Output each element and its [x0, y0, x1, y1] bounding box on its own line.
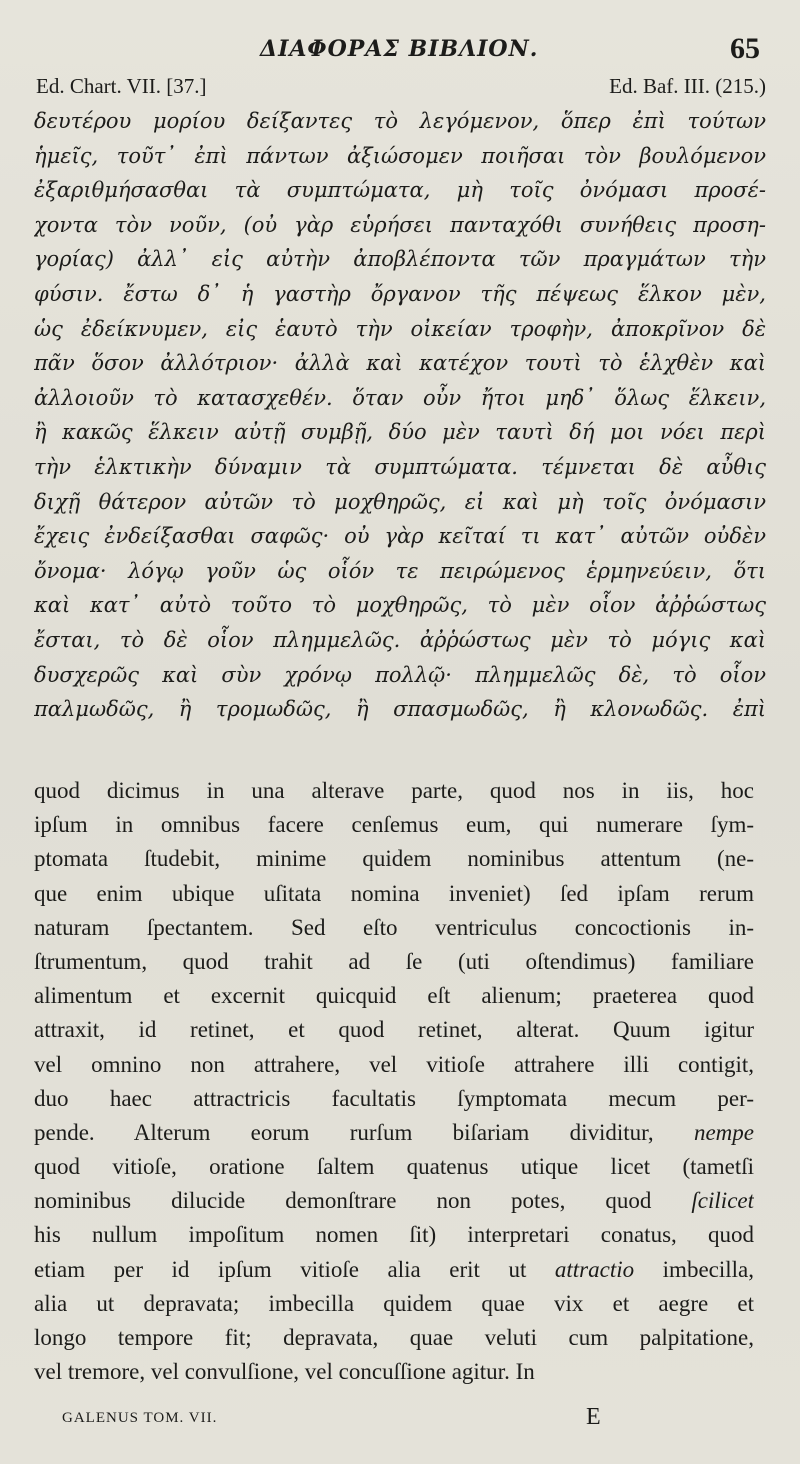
- latin-italic-segment: nempe: [693, 1119, 754, 1145]
- latin-text-segment: ſtrumentum, quod trahit ad ſe (uti oſtendimus) familiare: [34, 948, 754, 974]
- greek-text-line: πᾶν ὅσον ἀλλότριον· ἀλλὰ καὶ κατέχον τουτὶ τὸ ἑλχθὲν καὶ: [34, 351, 766, 376]
- greek-text-line: γορίας) ἀλλ᾽ εἰς αὐτὴν ἀποβλέποντα τῶν πραγμάτων τὴν: [34, 247, 766, 272]
- greek-text-line: ἀλλοιοῦν τὸ κατασχεθέν. ὅταν οὖν ἤτοι μηδ᾽ ὅλως ἕλκειν,: [34, 385, 766, 410]
- greek-text-line: καὶ κατ᾽ αὐτὸ τοῦτο τὸ μοχθηρῶς, τὸ μὲν οἷον ἀῤῥώστως: [34, 593, 766, 618]
- latin-text-line: [34, 1287, 754, 1321]
- running-head-title: ΔΙΑΦΟΡΑΣ ΒΙΒΛΙΟΝ.: [260, 36, 539, 62]
- latin-text-segment: ipſum in omnibus facere cenſemus eum, qui numerare ſym-: [34, 812, 754, 838]
- greek-text-block: [34, 104, 766, 727]
- edition-references: [36, 74, 766, 102]
- latin-text-line: [34, 1048, 754, 1082]
- greek-text-line: διχῇ θάτερον αὐτῶν τὸ μοχθηρῶς, εἰ καὶ μὴ τοῖς ὀνόμασιν: [34, 489, 766, 514]
- footer-signature: GALENUS TOM. VII.: [62, 1410, 218, 1426]
- page-number: 65: [730, 32, 760, 65]
- signature-mark: E: [586, 1404, 601, 1430]
- latin-text-line: [34, 1218, 754, 1252]
- latin-text-line: [34, 774, 754, 808]
- latin-text-segment: longo tempore fit; depravata, quae veluti cum palpitatione,: [34, 1325, 754, 1350]
- latin-text-line: [34, 808, 754, 842]
- latin-text-segment: etiam per id ipſum vitioſe alia erit ut: [34, 1256, 555, 1282]
- latin-italic-segment: attractio: [554, 1256, 635, 1282]
- latin-text-segment: alia ut depravata; imbecilla quidem quae vix et aegre et: [34, 1290, 754, 1316]
- greek-text-line: τὴν ἑλκτικὴν δύναμιν τὰ συμπτώματα. τέμνεται δὲ αὖθις: [34, 454, 766, 479]
- greek-text-line: ὄνομα· λόγῳ γοῦν ὡς οἷόν τε πειρώμενος ἑρμηνεύειν, ὅτι: [34, 558, 766, 583]
- latin-text-segment: alimentum et excernit quicquid eſt alienum; praeterea quod: [34, 983, 754, 1009]
- latin-text-segment: duo haec attractricis facultatis ſymptomata mecum per-: [34, 1085, 754, 1111]
- greek-text-line: ὡς ἐδείκνυμεν, εἰς ἑαυτὸ τὴν οἰκείαν τροφὴν, ἀποκρῖνον δὲ: [34, 316, 766, 341]
- latin-text-segment: quod vitioſe, oratione ſaltem quatenus utique licet (tametſi: [34, 1154, 754, 1180]
- greek-text-line: παλμωδῶς, ἢ τρομωδῶς, ἢ σπασμωδῶς, ἢ κλονωδῶς. ἐπὶ: [34, 697, 766, 722]
- latin-text-segment: pende. Alterum eorum rurſum biſariam dividitur,: [34, 1119, 694, 1145]
- greek-text-line: δευτέρου μορίου δείξαντες τὸ λεγόμενον, ὅπερ ἐπὶ τούτων: [34, 109, 766, 133]
- greek-text-line: φύσιν. ἔστω δ᾽ ἡ γαστὴρ ὄργανον τῆς πέψεως ἕλκον μὲν,: [34, 281, 766, 306]
- latin-text-segment: que enim ubique uſitata nomina inveniet) ſed ipſam rerum: [34, 880, 754, 906]
- latin-text-line: [34, 842, 754, 876]
- greek-text-line: χοντα τὸν νοῦν, (οὐ γὰρ εὑρήσει πανταχόθι συνήθεις προση-: [34, 212, 766, 237]
- latin-text-line: [34, 911, 754, 945]
- latin-text-segment: imbecilla,: [634, 1256, 754, 1282]
- latin-text-line: [34, 877, 754, 911]
- edition-ref-chartier: Ed. Chart. VII. [37.]: [36, 74, 207, 98]
- latin-text-line: [34, 1321, 754, 1355]
- latin-text-line: [34, 1013, 754, 1047]
- greek-text-line: ἡμεῖς, τοῦτ᾽ ἐπὶ πάντων ἀξιώσομεν ποιῆσαι τὸν βουλόμενον: [34, 143, 766, 168]
- edition-ref-basel: Ed. Baf. III. (215.): [609, 74, 766, 98]
- greek-text-line: ἔχεις ἐνδείξασθαι σαφῶς· οὐ γὰρ κεῖταί τι κατ᾽ αὐτῶν οὐδὲν: [34, 524, 766, 549]
- latin-text-segment: his nullum impoſitum nomen ſit) interpretari conatus, quod: [34, 1222, 754, 1248]
- latin-text-line: [34, 1150, 754, 1184]
- latin-text-segment: ptomata ſtudebit, minime quidem nominibus attentum (ne-: [34, 846, 754, 872]
- latin-text-line: [34, 979, 754, 1013]
- latin-text-line: [34, 1355, 754, 1389]
- page-footer: [62, 1404, 622, 1440]
- latin-text-segment: vel tremore, vel convulſione, vel concuſſione agitur. In: [34, 1359, 535, 1385]
- latin-text-line: [34, 945, 754, 979]
- running-head: [0, 30, 800, 70]
- latin-text-line: [34, 1184, 754, 1218]
- latin-italic-segment: ſcilicet: [691, 1188, 754, 1214]
- greek-text-line: δυσχερῶς καὶ σὺν χρόνῳ πολλῷ· πλημμελῶς δὲ, τὸ οἷον: [34, 662, 766, 687]
- latin-text-line: [34, 1116, 754, 1150]
- latin-text-segment: quod dicimus in una alterave parte, quod nos in iis, hoc: [34, 778, 754, 803]
- latin-text-segment: vel omnino non attrahere, vel vitioſe attrahere illi contigit,: [34, 1051, 754, 1077]
- latin-translation-block: [34, 774, 754, 1389]
- greek-text-line: ἢ κακῶς ἕλκειν αὐτῇ συμβῇ, δύο μὲν ταυτὶ δή μοι νόει περὶ: [34, 420, 766, 445]
- latin-text-segment: attraxit, id retinet, et quod retinet, alterat. Quum igitur: [34, 1017, 754, 1043]
- greek-text-line: ἔσται, τὸ δὲ οἷον πλημμελῶς. ἀῤῥώστως μὲν τὸ μόγις καὶ: [34, 627, 766, 652]
- latin-text-line: [34, 1253, 754, 1287]
- latin-text-segment: naturam ſpectantem. Sed eſto ventriculus concoctionis in-: [34, 914, 754, 940]
- greek-text-line: ἐξαριθμήσασθαι τὰ συμπτώματα, μὴ τοῖς ὀνόμασι προσέ-: [34, 178, 766, 203]
- latin-text-segment: nominibus dilucide demonſtrare non potes, quod: [34, 1188, 692, 1214]
- latin-text-line: [34, 1082, 754, 1116]
